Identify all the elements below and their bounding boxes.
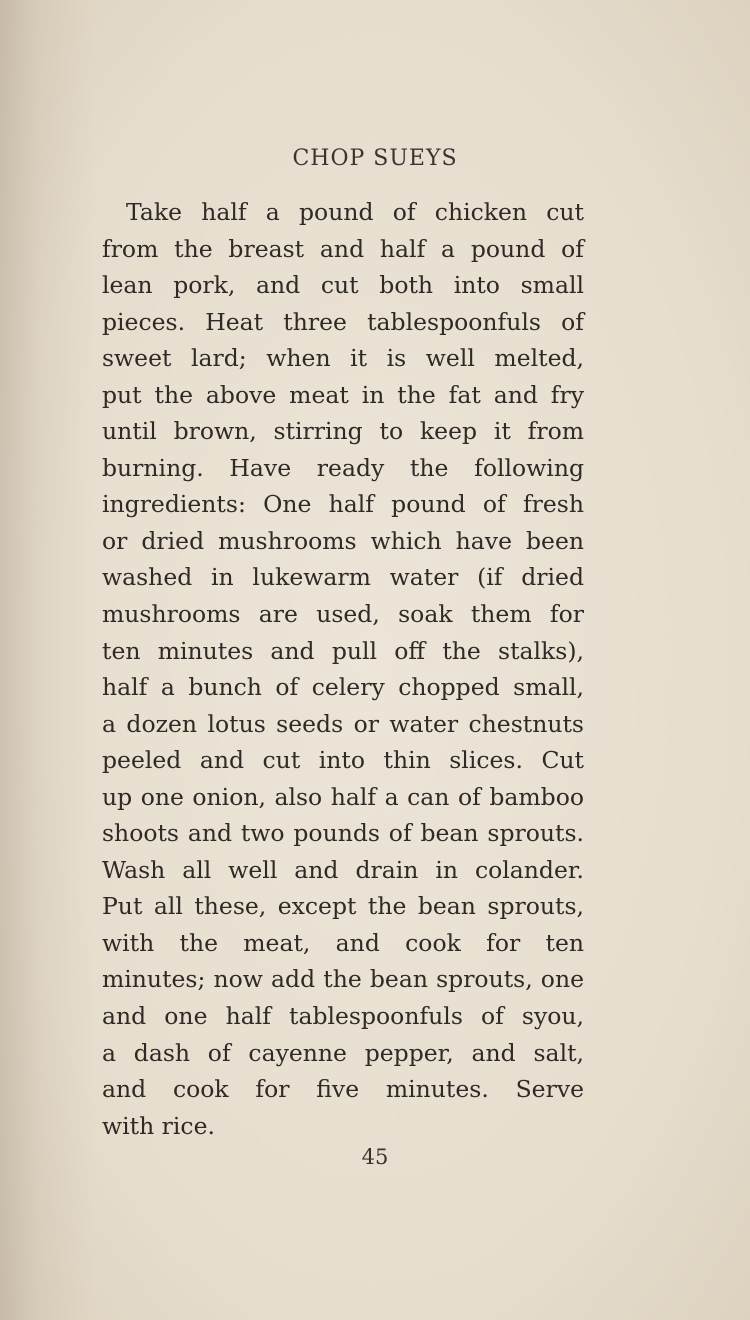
text-line: from the breast and half a pound of bbox=[102, 234, 584, 263]
text-line: and one half tablespoonfuls of syou, bbox=[102, 1002, 584, 1031]
text-line: ingredients: One half pound of fresh bbox=[102, 490, 584, 519]
text-line: and cook for five minutes. Serve bbox=[102, 1075, 584, 1104]
text-line: a dash of cayenne pepper, and salt, bbox=[102, 1038, 584, 1067]
text-line: or dried mushrooms which have been bbox=[102, 526, 584, 555]
recipe-paragraph bbox=[102, 194, 584, 1144]
page-number: 45 bbox=[361, 1145, 389, 1169]
text-line: with rice. bbox=[102, 1111, 215, 1140]
text-line: minutes; now add the bean sprouts, one bbox=[102, 965, 584, 994]
text-line: burning. Have ready the following bbox=[102, 453, 584, 482]
text-line: until brown, stirring to keep it from bbox=[102, 417, 584, 446]
text-line: ten minutes and pull off the stalks), bbox=[102, 636, 584, 665]
text-line: mushrooms are used, soak them for bbox=[102, 600, 584, 629]
text-line: a dozen lotus seeds or water chestnuts bbox=[102, 709, 584, 738]
running-head: CHOP SUEYS bbox=[292, 146, 458, 171]
text-line: peeled and cut into thin slices. Cut bbox=[102, 746, 584, 775]
text-line: sweet lard; when it is well melted, bbox=[102, 344, 584, 373]
text-line: Take half a pound of chicken cut bbox=[126, 198, 584, 226]
text-line: Wash all well and drain in colander. bbox=[102, 855, 584, 884]
text-line: shoots and two pounds of bean sprouts. bbox=[102, 819, 584, 848]
text-line: with the meat, and cook for ten bbox=[102, 928, 584, 957]
text-line: up one onion, also half a can of bamboo bbox=[102, 782, 584, 811]
text-line: half a bunch of celery chopped small, bbox=[102, 673, 584, 702]
text-line: Put all these, except the bean sprouts, bbox=[102, 892, 584, 921]
text-line: pieces. Heat three tablespoonfuls of bbox=[102, 307, 584, 336]
text-line: washed in lukewarm water (if dried bbox=[102, 563, 584, 592]
text-line: lean pork, and cut both into small bbox=[102, 271, 584, 300]
text-line: put the above meat in the fat and fry bbox=[102, 380, 584, 409]
